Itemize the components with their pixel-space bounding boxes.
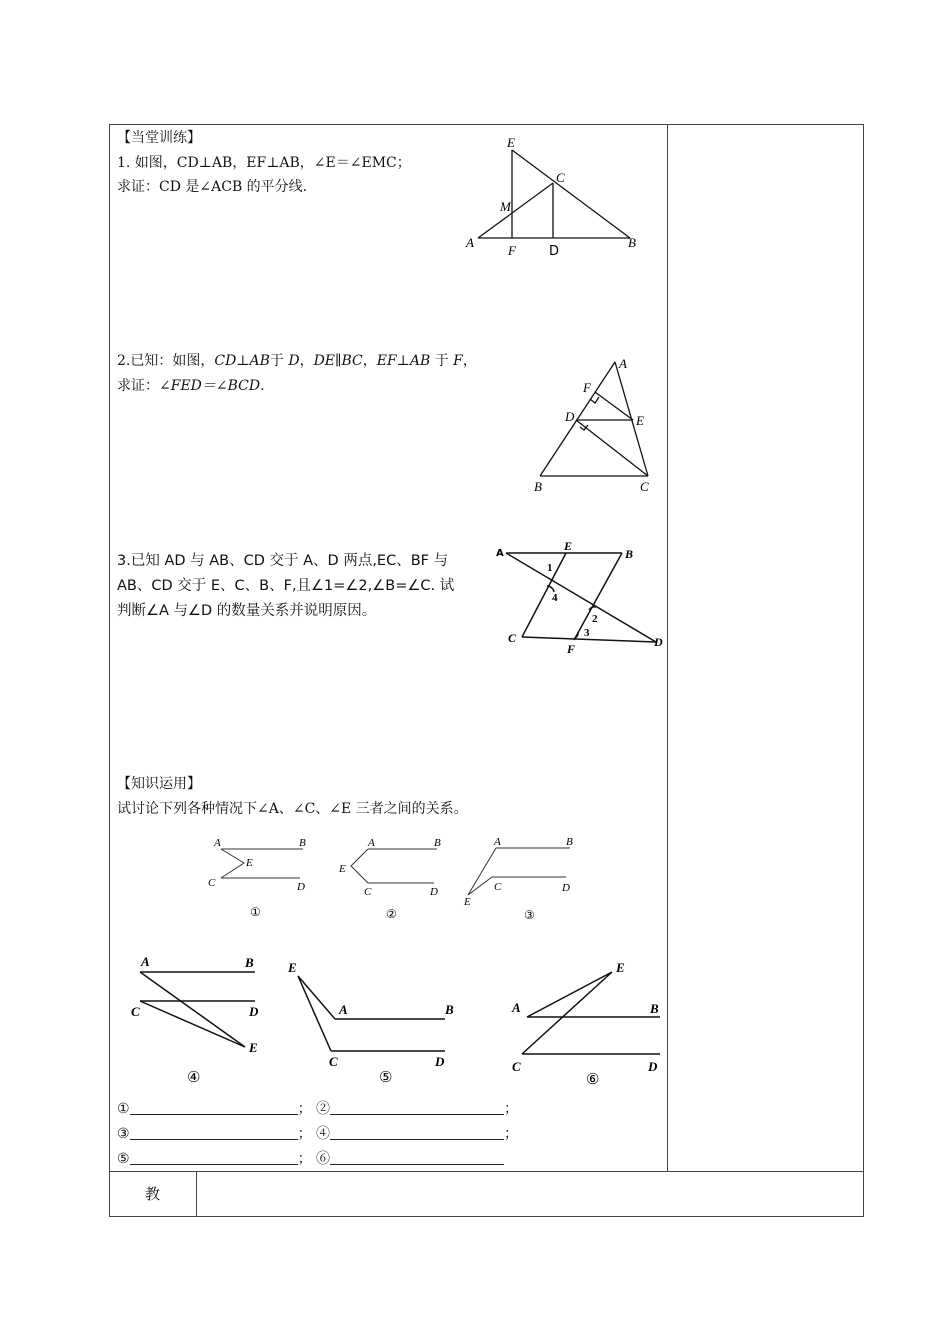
q1-label-f: F	[508, 243, 516, 258]
figure-5	[283, 954, 463, 1090]
q3-label-e: E	[564, 539, 573, 553]
answer-blank-4[interactable]	[330, 1125, 504, 1140]
f3-label-e: E	[464, 896, 471, 908]
f3-number: ③	[524, 908, 535, 922]
f4-number: ④	[187, 1070, 201, 1086]
q2-label-b: B	[534, 479, 542, 494]
f3-label-b: B	[566, 836, 573, 848]
q2-comma1: ，	[299, 353, 314, 369]
q3-label-a: A	[496, 548, 504, 559]
q2-label-f: F	[583, 380, 591, 395]
q2-goal: ∠FED＝∠BCD	[159, 378, 261, 394]
q2-text-line2	[117, 375, 265, 398]
figure-3	[458, 828, 583, 924]
figure-6	[500, 954, 670, 1090]
f1-label-e: E	[246, 857, 253, 869]
footer-cell-divider	[196, 1171, 197, 1217]
answer-label-3: ③	[117, 1126, 130, 1142]
row-divider	[109, 1171, 864, 1172]
f2-label-c: C	[364, 886, 372, 898]
f4-label-e: E	[249, 1040, 258, 1055]
q2-label-a: A	[619, 356, 627, 371]
q3-text-line3: 判断∠A 与∠D 的数量关系并说明原因。	[117, 603, 377, 619]
answer-label-4: ④	[316, 1126, 331, 1142]
q2-text-line1	[117, 350, 477, 373]
f6-label-a: A	[512, 1000, 521, 1015]
q3-label-4: 4	[552, 592, 558, 604]
q3-label-d: D	[654, 635, 663, 649]
f6-label-b: B	[650, 1001, 659, 1016]
q2-yu1: 于	[269, 353, 284, 369]
answer-row-2	[117, 1123, 518, 1146]
f1-label-b: B	[299, 837, 306, 849]
f4-label-b: B	[245, 955, 254, 970]
q3-label-b: B	[625, 547, 634, 561]
answer-blank-5[interactable]	[130, 1150, 298, 1165]
answer-sep: ；	[297, 1126, 312, 1142]
answer-row-3	[117, 1148, 504, 1171]
f1-label-a: A	[214, 837, 221, 849]
answer-end: ；	[504, 1126, 519, 1142]
q2-period: .	[260, 378, 265, 394]
q2-cond1: CD⊥AB	[214, 353, 270, 369]
f4-label-a: A	[141, 954, 150, 969]
f3-label-d: D	[562, 882, 570, 894]
answer-blank-2[interactable]	[330, 1100, 504, 1115]
q3-text-line1: 3.已知 AD 与 AB、CD 交于 A、D 两点,EC、BF 与	[117, 553, 449, 569]
f3-label-a: A	[494, 836, 501, 848]
q2-cond3: EF⊥AB	[376, 353, 431, 369]
footer-label: 教	[145, 1185, 161, 1203]
answer-blank-3[interactable]	[130, 1125, 298, 1140]
q3-text-line2: AB、CD 交于 E、C、B、F,且∠1=∠2,∠B=∠C. 试	[117, 578, 455, 594]
q1-figure	[460, 130, 650, 262]
figure-1	[200, 832, 320, 924]
f2-label-e: E	[339, 863, 346, 875]
f1-number: ①	[250, 905, 261, 919]
answer-label-1: ①	[117, 1101, 130, 1117]
answer-label-2: ②	[316, 1101, 331, 1117]
f2-label-b: B	[434, 837, 441, 849]
q3-label-c: C	[508, 631, 517, 645]
answer-blank-6[interactable]	[330, 1150, 504, 1165]
q3-figure	[494, 538, 666, 654]
f5-label-b: B	[445, 1002, 454, 1017]
f5-label-c: C	[329, 1054, 338, 1069]
q1-text-line1: 1. 如图，CD⊥AB，EF⊥AB，∠E＝∠EMC；	[117, 155, 411, 171]
section-heading-application: 【知识运用】	[117, 776, 201, 792]
f3-label-c: C	[494, 881, 502, 893]
q2-comma2: ，	[362, 353, 377, 369]
figure-2	[334, 832, 454, 924]
q3-label-1: 1	[547, 562, 553, 574]
f2-number: ②	[386, 907, 397, 921]
q1-label-a: A	[466, 235, 474, 250]
f1-label-c: C	[208, 877, 216, 889]
q1-label-m: M	[500, 199, 511, 214]
f5-label-e: E	[288, 960, 297, 975]
application-instruction: 试讨论下列各种情况下∠A、∠C、∠E 三者之间的关系。	[117, 801, 468, 817]
f6-label-c: C	[512, 1059, 521, 1074]
q2-label-d: D	[565, 409, 575, 424]
q3-label-2: 2	[592, 613, 598, 625]
q2-label-e: E	[636, 413, 644, 428]
q2-cond2: DE∥BC	[313, 353, 363, 369]
q3-label-f: F	[567, 642, 576, 654]
q1-label-b: B	[628, 235, 636, 250]
answer-label-6: ⑥	[316, 1151, 331, 1167]
q2-point-f: F	[453, 353, 463, 369]
answer-sep: ；	[297, 1101, 312, 1117]
f4-label-d: D	[249, 1004, 259, 1019]
section-heading-practice: 【当堂训练】	[117, 130, 201, 146]
q2-prove: 求证：	[117, 378, 159, 394]
q2-figure	[528, 352, 658, 500]
q2-prefix: 2.已知：如图，	[117, 353, 215, 369]
answer-label-5: ⑤	[117, 1151, 130, 1167]
f5-label-d: D	[435, 1054, 445, 1069]
f6-label-d: D	[648, 1059, 658, 1074]
q1-label-c: C	[556, 170, 565, 185]
q1-label-d: D	[549, 244, 560, 259]
f6-label-e: E	[616, 960, 625, 975]
figure-4	[125, 950, 275, 1090]
f5-label-a: A	[339, 1002, 348, 1017]
q3-label-3: 3	[584, 627, 590, 639]
q1-text-line2: 求证：CD 是∠ACB 的平分线.	[117, 179, 308, 195]
f1-label-d: D	[297, 881, 305, 893]
answer-end: ；	[504, 1101, 519, 1117]
q2-yu2: 于	[434, 353, 449, 369]
f4-label-c: C	[131, 1004, 140, 1019]
f2-label-d: D	[430, 886, 438, 898]
f5-number: ⑤	[379, 1070, 393, 1086]
q2-point-d: D	[288, 353, 300, 369]
q2-label-c: C	[640, 479, 649, 494]
q2-comma3: ，	[462, 353, 477, 369]
f2-label-a: A	[368, 837, 375, 849]
q1-label-e: E	[507, 135, 515, 150]
f6-number: ⑥	[586, 1072, 600, 1088]
answer-sep: ；	[297, 1151, 312, 1167]
answer-row-1	[117, 1098, 518, 1121]
answer-blank-1[interactable]	[130, 1100, 298, 1115]
